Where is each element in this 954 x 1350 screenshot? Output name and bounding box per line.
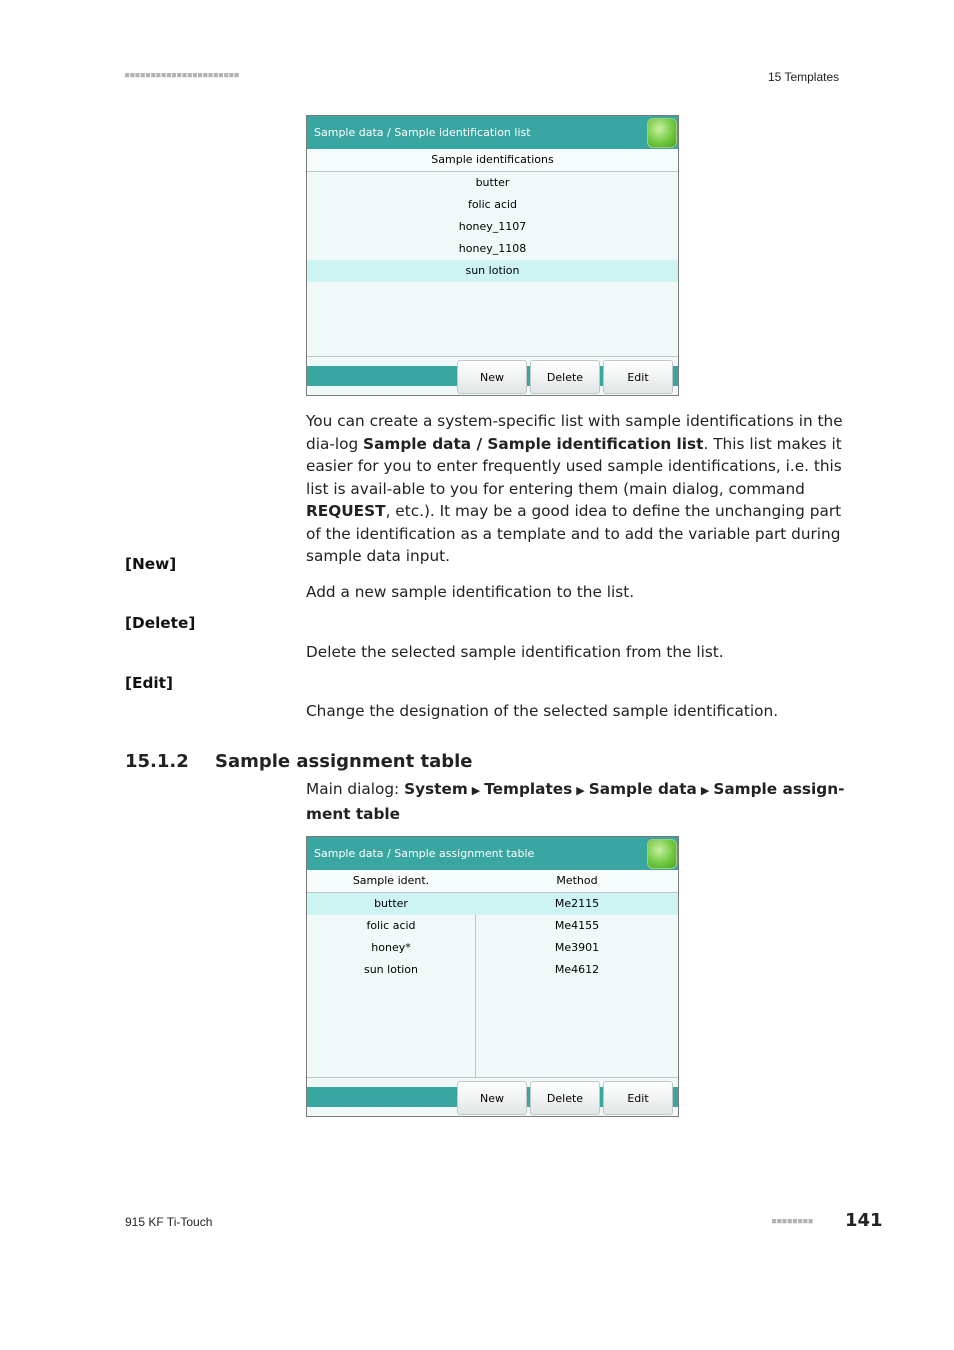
footer-decoration: ■■■■■■■■ [772, 1217, 814, 1225]
intro-text-3: , etc.). It may be a good idea to define the unchanging part of the identification as a template and to add the variable part during sample data input. [306, 502, 842, 565]
sample-ident-cell: sun lotion [363, 963, 419, 976]
column-header-method[interactable]: Method [556, 874, 598, 887]
term-edit: [Edit] [125, 674, 173, 692]
table-row-selected[interactable] [307, 893, 678, 915]
dialog-titlebar [307, 837, 678, 870]
path-sample-assignment-table: Sample assign-ment table [306, 780, 845, 823]
method-cell: Me4155 [554, 919, 600, 932]
dialog-footer [307, 1077, 678, 1116]
path-arrow-icon: ▶ [700, 784, 710, 797]
footer-product: 915 KF Ti-Touch [125, 1215, 213, 1229]
new-button[interactable]: New [457, 360, 527, 394]
delete-button[interactable]: Delete [530, 1081, 600, 1115]
page-number: 141 [845, 1210, 883, 1231]
path-templates: Templates [484, 780, 573, 798]
sample-ident-cell: folic acid [366, 919, 416, 932]
term-delete-description: Delete the selected sample identification from the list. [306, 643, 724, 661]
path-system: System [404, 780, 468, 798]
list-item-selected[interactable]: sun lotion [307, 260, 678, 282]
header-decoration: ■■■■■■■■■■■■■■■■■■■■■■ [125, 71, 240, 79]
term-delete: [Delete] [125, 614, 196, 632]
list-item[interactable]: butter [475, 176, 510, 189]
delete-button[interactable]: Delete [530, 360, 600, 394]
intro-text-2: . This list makes it easier for you to enter frequently used sample identifications, i.e. this list is avail-able to you for entering them (main dialog, command [306, 434, 842, 498]
sample-ident-cell: butter [374, 897, 408, 910]
term-new: [New] [125, 555, 177, 573]
table-header [307, 870, 678, 893]
column-header-sample-ident[interactable]: Sample ident. [352, 874, 430, 887]
section-title: Sample assignment table [215, 751, 473, 772]
table-row[interactable] [307, 915, 678, 937]
intro-text-1: You can create a system-specific list with sample identifications in the dia-log [306, 412, 843, 453]
edit-button[interactable]: Edit [603, 360, 673, 394]
dialog-titlebar [307, 116, 678, 149]
new-button[interactable]: New [457, 1081, 527, 1115]
term-new-description: Add a new sample identification to the list. [306, 583, 635, 601]
section-number: 15.1.2 [125, 751, 189, 772]
intro-paragraph [306, 410, 846, 568]
dialog-title: Sample data / Sample identification list [314, 126, 531, 139]
table-row[interactable] [307, 937, 678, 959]
list-item[interactable]: folic acid [467, 198, 518, 211]
edit-button[interactable]: Edit [603, 1081, 673, 1115]
path-arrow-icon: ▶ [576, 784, 585, 797]
method-cell: Me3901 [554, 941, 600, 954]
dialog-footer [307, 356, 678, 395]
method-cell: Me2115 [554, 897, 600, 910]
home-icon[interactable] [647, 839, 677, 869]
home-icon[interactable] [647, 118, 677, 148]
intro-dialog-name: Sample data / Sample identification list [363, 434, 704, 453]
sample-identification-list-screenshot [306, 115, 679, 396]
sample-ident-cell: honey* [371, 941, 411, 954]
list-item[interactable]: honey_1107 [458, 220, 527, 233]
method-cell: Me4612 [554, 963, 600, 976]
path-arrow-icon: ▶ [471, 784, 481, 797]
dialog-title: Sample data / Sample assignment table [314, 847, 535, 860]
path-sample-data: Sample data [588, 780, 697, 798]
list-item[interactable]: honey_1108 [458, 242, 527, 255]
navigation-path [306, 778, 846, 825]
path-prefix: Main dialog: [306, 780, 405, 798]
header-chapter: 15 Templates [768, 70, 840, 84]
term-edit-description: Change the designation of the selected sample identification. [306, 702, 779, 720]
sample-assignment-table-screenshot [306, 836, 679, 1117]
column-header: Sample identifications [307, 149, 678, 172]
table-row[interactable] [307, 959, 678, 981]
intro-command-name: REQUEST [306, 502, 386, 520]
